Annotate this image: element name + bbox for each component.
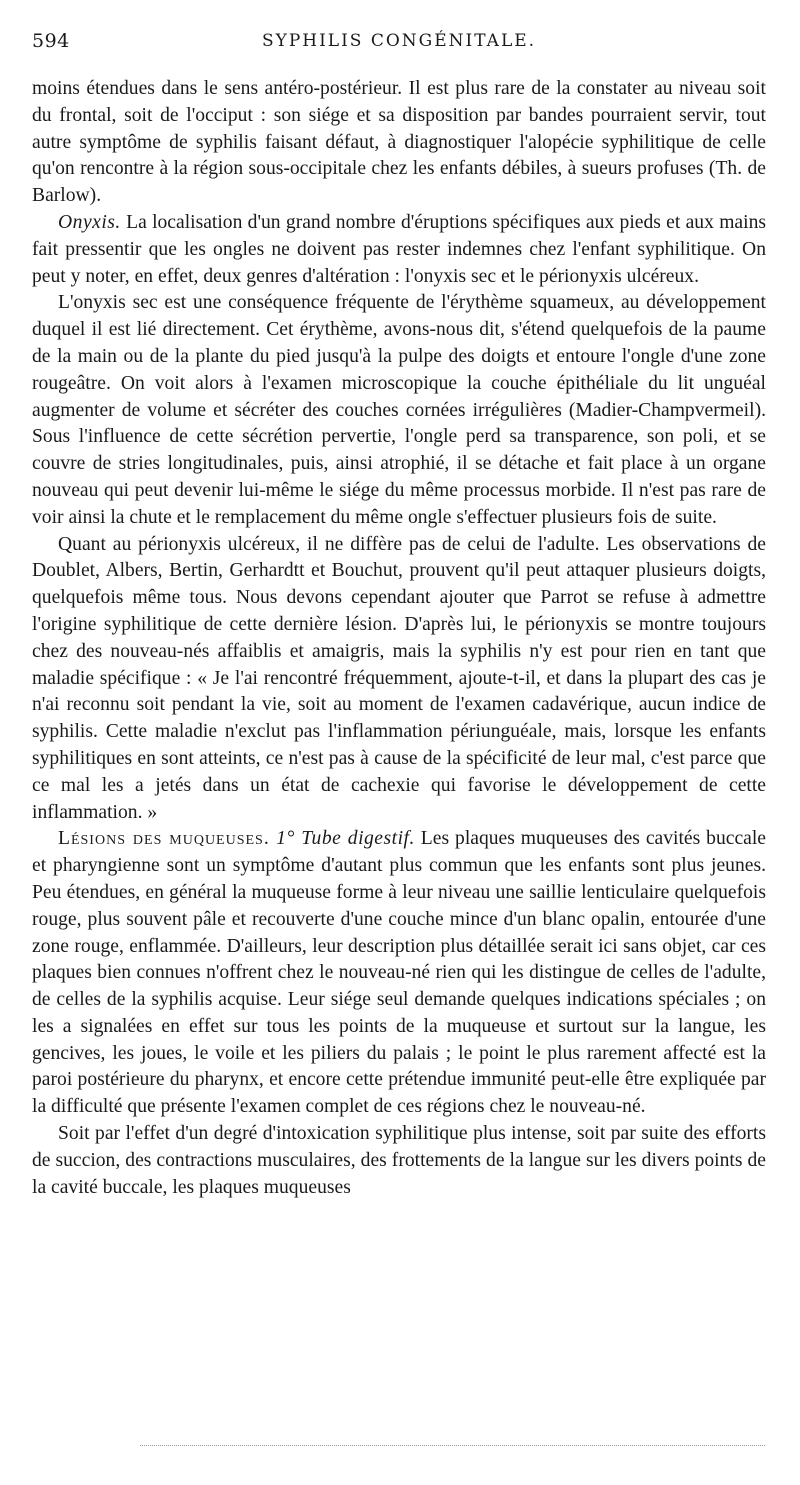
paragraph-text: Soit par l'effet d'un degré d'intoxication syphilitique plus intense, soit par suite des efforts de succion, des contractions musculaires, des frottements de la langue sur les divers points de la cavité buccale, les plaques muqueuses <box>32 1123 766 1198</box>
book-page <box>32 30 766 1201</box>
section-lead-lesions: Lésions des muqueuses. <box>58 828 270 850</box>
paragraph-onyxis-sec <box>32 290 766 531</box>
paragraph-text: moins étendues dans le sens antéro-postérieur. Il est plus rare de la constater au niveau soit du frontal, soit de l'occiput : son siége et sa disposition par bandes pourraient servir, tout autre symptôme de syphilis faisant défaut, à diagnostiquer l'alopécie syphilitique de celle qu'on rencontre à la région sous-occipitale chez les enfants débiles, à sueurs profuses (Th. de Barlow). <box>32 78 766 207</box>
paragraph-text: Quant au périonyxis ulcéreux, il ne diffère pas de celui de l'adulte. Les observations de Doublet, Albers, Bertin, Gerhardtt et Bouchut, prouvent qu'il peut attaquer plusieurs doigts, quelquefois même tous. Nous devons cependant ajouter que Parrot se refuse à admettre l'origine syphilitique de cette dernière lésion. D'après lui, le périonyxis se montre toujours chez des nouveau-nés affaiblis et amaigris, mais la syphilis n'y est pour rien en tant que maladie spécifique : « Je l'ai rencontré fréquemment, ajoute-t-il, et dans la plupart des cas je n'ai reconnu soit pendant la vie, soit au moment de l'examen cadavérique, aucun indice de syphilis. Cette maladie n'exclut pas l'inflammation périunguéale, mais, lorsque les enfants syphilitiques en sont atteints, ce n'est pas à cause de la spécificité de leur mal, c'est parce que ce mal les a jetés dans un état de cachexie qui favorise le développement de cette inflammation. » <box>32 533 766 823</box>
footer-dotted-rule <box>140 1445 765 1446</box>
paragraph-lesions-muqueuses <box>32 826 766 1121</box>
paragraph-onyxis <box>32 210 766 290</box>
paragraph-text: Les plaques muqueuses des cavités buccale et pharyngienne sont un symptôme d'autant plus commun que les enfants sont plus jeunes. Peu étendues, en général la muqueuse forme à leur niveau une saillie lenticulaire quelquefois rouge, plus souvent pâle et recouverte d'une couche mince d'un blanc opalin, entourée d'une zone rouge, enflammée. D'ailleurs, leur description plus détaillée serait ici sans objet, car ces plaques bien connues n'offrent chez le nouveau-né rien qui les distingue de celles de l'adulte, de celles de la syphilis acquise. Leur siége seul demande quelques indications spéciales ; on les a signalées en effet sur tous les points de la muqueuse et surtout sur la langue, les gencives, les joues, le voile et les piliers du palais ; le point le plus rarement affecté est la paroi postérieure du pharynx, et encore cette prétendue immunité peut-elle être expliquée par la difficulté que présente l'examen complet de ces régions chez le nouveau-né. <box>32 828 767 1118</box>
paragraph-text: L'onyxis sec est une conséquence fréquente de l'érythème squameux, au développement duquel il est lié directement. Cet érythème, avons-nous dit, s'étend quelquefois de la paume de la main ou de la plante du pied jusqu'à la pulpe des doigts et entoure l'ongle d'une zone rougeâtre. On voit alors à l'examen microscopique la couche épithéliale du lit unguéal augmenter de volume et sécréter des couches cornées irrégulières (Madier-Champvermeil). Sous l'influence de cette sécrétion pervertie, l'ongle perd sa transparence, son poli, et se couvre de stries longitudinales, puis, ainsi atrophié, il se détache et fait place à un organe nouveau qui peut devenir lui-même le siége du même processus morbide. Il n'est pas rare de voir ainsi la chute et le remplacement du même ongle s'effectuer plusieurs fois de suite. <box>32 292 766 528</box>
body-text <box>32 76 766 1201</box>
paragraph-plaques-continued <box>32 1121 766 1201</box>
section-lead-onyxis: Onyxis. <box>58 211 121 233</box>
running-head <box>32 30 766 70</box>
running-title: SYPHILIS CONGÉNITALE. <box>261 31 537 51</box>
paragraph-alopecia-continued <box>32 76 766 210</box>
subsection-lead-tube-digestif: 1° Tube digestif. <box>269 828 415 850</box>
page-number: 594 <box>32 30 70 52</box>
paragraph-text: La localisation d'un grand nombre d'éruptions spécifiques aux pieds et aux mains fait pressentir que les ongles ne doivent pas rester indemnes chez l'enfant syphilitique. On peut y noter, en effet, deux genres d'altération : l'onyxis sec et le périonyxis ulcéreux. <box>32 211 766 287</box>
paragraph-perionyxis <box>32 532 766 827</box>
